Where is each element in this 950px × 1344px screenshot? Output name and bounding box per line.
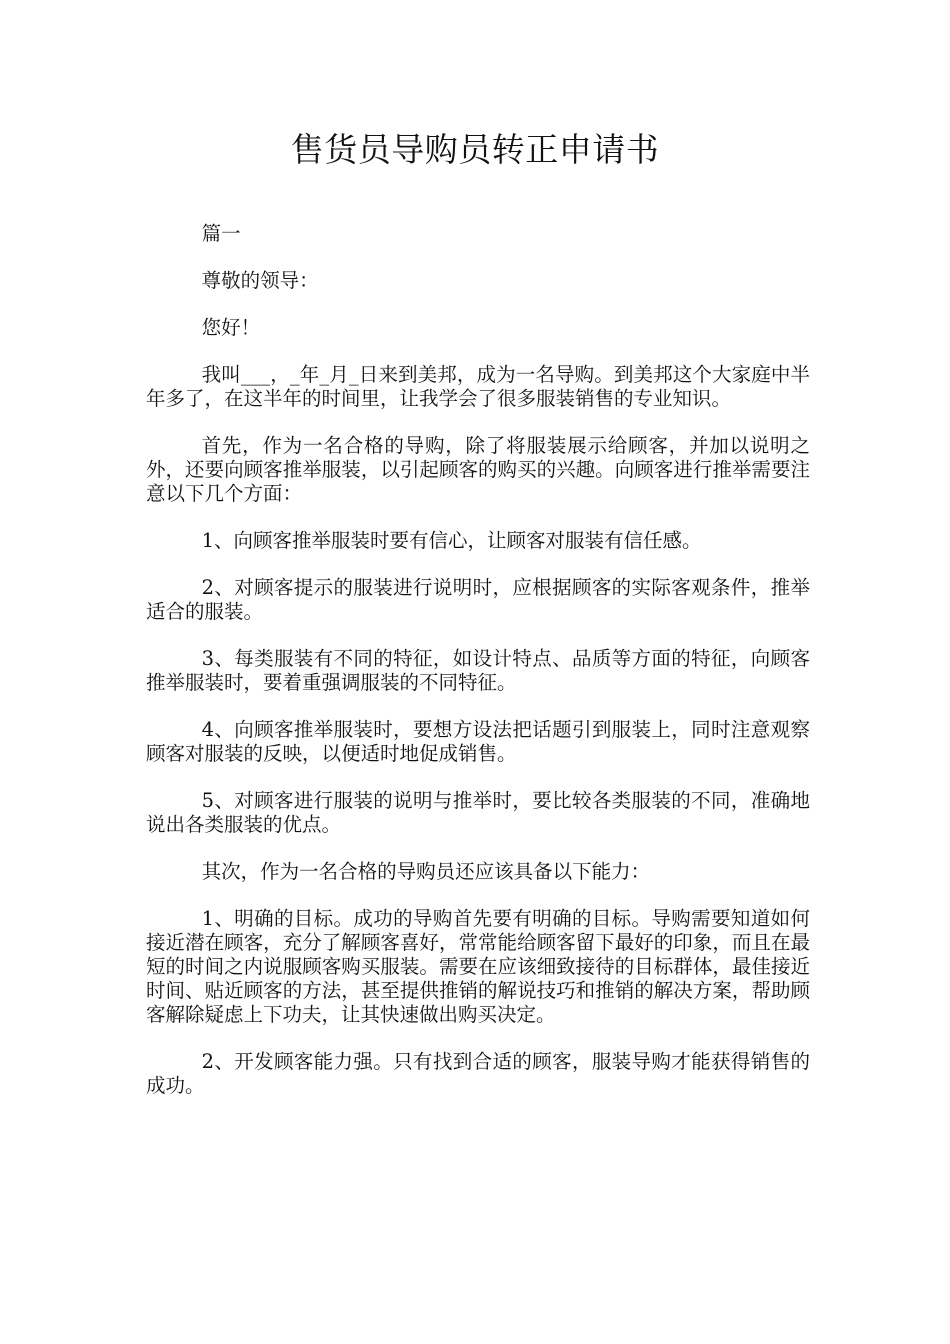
document-title: 售货员导购员转正申请书: [290, 130, 660, 169]
list-item: 1、明确的目标。成功的导购首先要有明确的目标。导购需要知道如何接近潜在顾客，充分了解顾客喜好，常常能给顾客留下最好的印象，而且在最短的时间之内说服顾客购买服装。需要在应该细致接待的目标群体，最佳接近时间、贴近顾客的方法，甚至提供推销的解说技巧和推销的解决方案，帮助顾客解除疑虑上下功夫，让其快速做出购买决定。: [146, 907, 810, 1026]
paragraph: 我叫___，_年_月_日来到美邦，成为一名导购。到美邦这个大家庭中半年多了，在这半年的时间里，让我学会了很多服装销售的专业知识。: [146, 363, 810, 410]
section-heading: 篇一: [201, 222, 241, 245]
salutation: 尊敬的领导：: [201, 269, 319, 292]
list-item: 2、开发顾客能力强。只有找到合适的顾客，服装导购才能获得销售的成功。: [146, 1050, 810, 1097]
greeting: 您好！: [201, 316, 261, 339]
list-item: 3、每类服装有不同的特征，如设计特点、品质等方面的特征，向顾客推举服装时，要着重强调服装的不同特征。: [146, 647, 810, 694]
document-body: [146, 222, 810, 1121]
list-item: 4、向顾客推举服装时，要想方设法把话题引到服装上，同时注意观察顾客对服装的反映，以便适时地促成销售。: [146, 718, 810, 765]
list-item: 2、对顾客提示的服装进行说明时，应根据顾客的实际客观条件，推举适合的服装。: [146, 576, 810, 623]
paragraph: 首先，作为一名合格的导购，除了将服装展示给顾客，并加以说明之外，还要向顾客推举服装，以引起顾客的购买的兴趣。向顾客进行推举需要注意以下几个方面：: [146, 434, 810, 505]
list-item: 5、对顾客进行服装的说明与推举时，要比较各类服装的不同，准确地说出各类服装的优点。: [146, 789, 810, 836]
list-item: 1、向顾客推举服装时要有信心，让顾客对服装有信任感。: [201, 529, 702, 552]
paragraph: 其次，作为一名合格的导购员还应该具备以下能力：: [201, 860, 651, 883]
